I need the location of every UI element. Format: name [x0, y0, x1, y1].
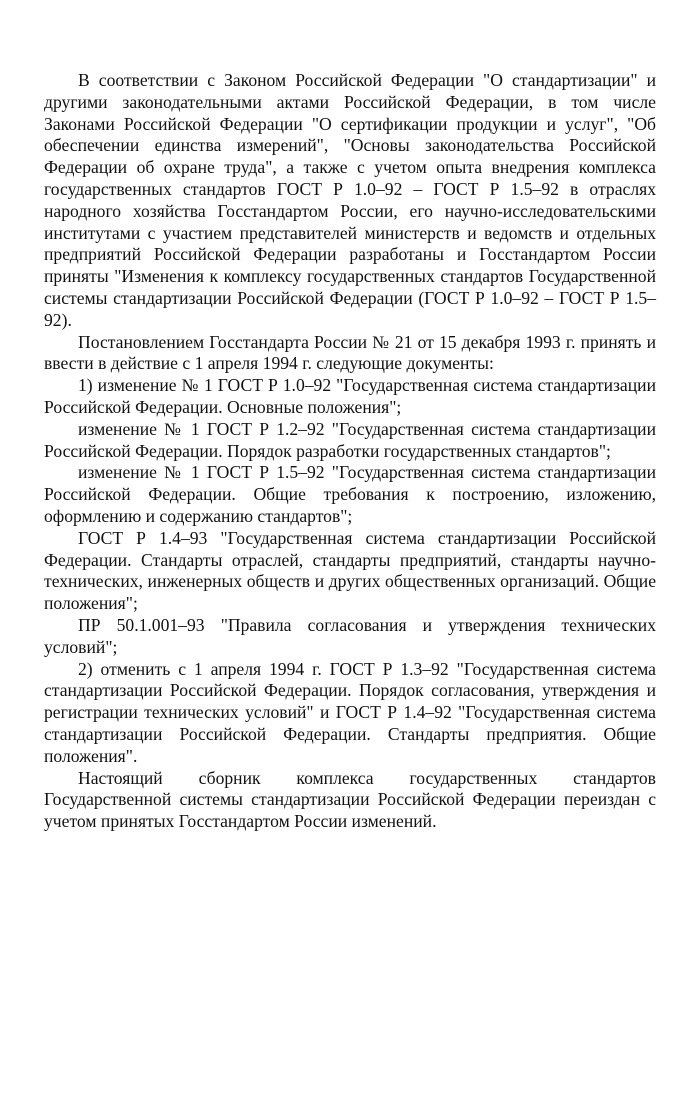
paragraph-cancel: 2) отменить с 1 апреля 1994 г. ГОСТ Р 1.3–92 "Государственная система стандартизации Российской Федерации. Порядок согласования, утверждения и регистрации технических условий" и ГОСТ Р 1.4–92 "Государственная система стандартизации Российской Федерации. Стандарты предприятия. Общие положения".: [44, 658, 656, 766]
paragraph-change-gost-1-2: изменение № 1 ГОСТ Р 1.2–92 "Государственная система стандартизации Российской Федерации. Порядок разработки государственных стандартов";: [44, 418, 656, 461]
paragraph-change-gost-1-0: 1) изменение № 1 ГОСТ Р 1.0–92 "Государственная система стандартизации Российской Федерации. Основные положения";: [44, 375, 656, 417]
paragraph-reissue: Настоящий сборник комплекса государственных стандартов Государственной системы стандартизации Российской Федерации переиздан с учетом принятых Госстандартом России изменений.: [44, 767, 656, 832]
document-body: [44, 70, 656, 833]
paragraph-change-gost-1-5: изменение № 1 ГОСТ Р 1.5–92 "Государственная система стандартизации Российской Федерации. Общие требования к построению, изложению, оформлению и содержанию стандартов";: [44, 462, 656, 526]
paragraph-legal-basis: В соответствии с Законом Российской Федерации "О стандартизации" и другими законодательными актами Российской Федерации, в том числе Законами Российской Федерации "О сертификации продукции и услуг", "Об обеспечении единства измерений", "Основы законодательства Российской Федерации об охране труда", а также с учетом опыта внедрения комплекса государственных стандартов ГОСТ Р 1.0–92 – ГОСТ Р 1.5–92 в отраслях народного хозяйства Госстандартом России, его научно-исследовательскими институтами с участием представителей министерств и ведомств и отдельных предприятий Российской Федерации разработаны и Госстандартом России приняты "Изменения к комплексу государственных стандартов Государственной системы стандартизации Российской Федерации (ГОСТ Р 1.0–92 – ГОСТ Р 1.5–92).: [44, 70, 656, 330]
paragraph-resolution: Постановлением Госстандарта России № 21 от 15 декабря 1993 г. принять и ввести в действие с 1 апреля 1994 г. следующие документы:: [44, 331, 656, 374]
paragraph-gost-1-4-93: ГОСТ Р 1.4–93 "Государственная система стандартизации Российской Федерации. Стандарты отраслей, стандарты предприятий, стандарты научно-технических, инженерных обществ и других общественных организаций. Общие положения";: [44, 527, 656, 614]
paragraph-pr-50: ПР 50.1.001–93 "Правила согласования и утверждения технических условий";: [44, 614, 656, 657]
